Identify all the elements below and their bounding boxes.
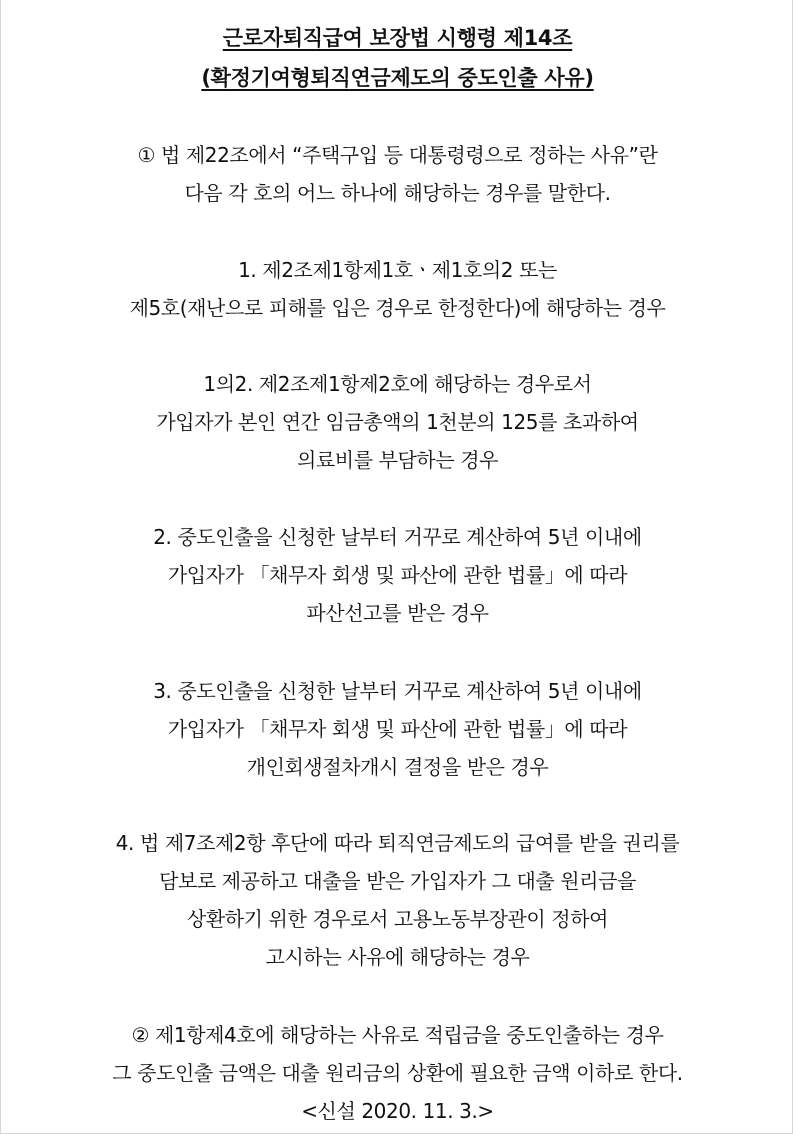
item-2-line-2: 가입자가 「채무자 회생 및 파산에 관한 법률」에 따라: [167, 563, 628, 587]
item-1-2-line-3: 의료비를 부담하는 경우: [296, 448, 499, 472]
item-1-2-line-2: 가입자가 본인 연간 임금총액의 1천분의 125를 초과하여: [156, 410, 639, 434]
item-4-line-2: 담보로 제공하고 대출을 받은 가입자가 그 대출 원리금을: [159, 869, 636, 893]
paragraph-1-line-1: ① 법 제22조에서 “주택구입 등 대통령령으로 정하는 사유”란: [137, 143, 658, 167]
item-4-line-4: 고시하는 사유에 해당하는 경우: [265, 945, 530, 969]
item-2-line-1: 2. 중도인출을 신청한 날부터 거꾸로 계산하여 5년 이내에: [153, 525, 642, 549]
item-1-line-2: 제5호(재난으로 피해를 입은 경우로 한정한다)에 해당하는 경우: [129, 296, 666, 320]
item-1-2-line-1: 1의2. 제2조제1항제2호에 해당하는 경우로서: [203, 372, 592, 396]
item-2-line-3: 파산선고를 받은 경우: [306, 601, 489, 625]
title-line-1: 근로자퇴직급여 보장법 시행령 제14조: [222, 26, 573, 50]
item-3-line-2: 가입자가 「채무자 회생 및 파산에 관한 법률」에 따라: [167, 717, 628, 741]
title-line-2: (확정기여형퇴직연금제도의 중도인출 사유): [201, 66, 594, 90]
item-4-line-1: 4. 법 제7조제2항 후단에 따라 퇴직연금제도의 급여를 받을 권리를: [115, 831, 680, 855]
paragraph-1-line-2: 다음 각 호의 어느 하나에 해당하는 경우를 말한다.: [184, 181, 611, 205]
paragraph-2-line-2: 그 중도인출 금액은 대출 원리금의 상환에 필요한 금액 이하로 한다.: [112, 1061, 683, 1085]
item-4-line-3: 상환하기 위한 경우로서 고용노동부장관이 정하여: [186, 907, 609, 931]
amendment-note: <신설 2020. 11. 3.>: [301, 1099, 494, 1123]
item-3-line-3: 개인회생절차개시 결정을 받은 경우: [246, 755, 549, 779]
paragraph-2-line-1: ② 제1항제4호에 해당하는 사유로 적립금을 중도인출하는 경우: [131, 1023, 664, 1047]
item-3-line-1: 3. 중도인출을 신청한 날부터 거꾸로 계산하여 5년 이내에: [153, 679, 642, 703]
item-1-line-1: 1. 제2조제1항제1호ㆍ제1호의2 또는: [238, 258, 557, 282]
